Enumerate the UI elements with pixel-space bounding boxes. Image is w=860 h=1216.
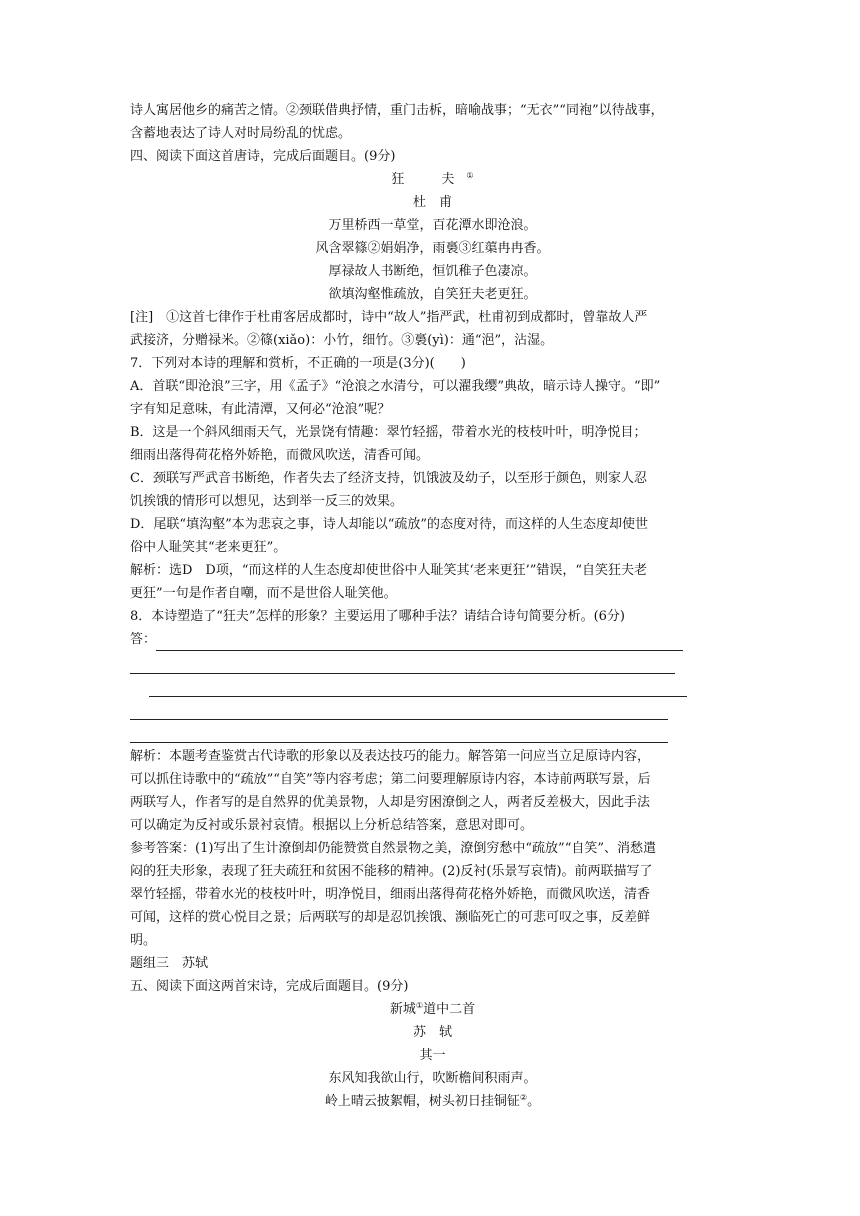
answer-row (130, 628, 735, 651)
q8-reference-2: 闷的狂夫形象，表现了狂夫疏狂和贫困不能移的精神。(2)反衬(乐景写哀情)。前两联描写了 (130, 864, 653, 879)
poem-line-4: 欲填沟壑惟疏放，自笑狂夫老更狂。 (328, 287, 537, 302)
poem-line-3: 厚禄故人书断绝，恒饥稚子色凄凉。 (328, 264, 537, 279)
poem-title (130, 168, 735, 191)
poem2-title (130, 998, 735, 1021)
poem2-subtitle: 其一 (419, 1048, 446, 1063)
answer-line-1[interactable] (156, 628, 683, 651)
q7-option-a-2: 字有知足意味，有此清潭，又何必“沧浪”呢？ (130, 402, 391, 417)
poem-line-1: 万里桥西一草堂，百花潭水即沧浪。 (328, 218, 537, 233)
answer-line-4[interactable] (130, 697, 668, 720)
poem2-line-2-footnote: ② (519, 1093, 528, 1102)
poem-line-2: 风含翠篠②娟娟净，雨裛③红蕖冉冉香。 (315, 241, 550, 256)
q7-option-b-1: B．这是一个斜风细雨天气，光景饶有情趣：翠竹轻摇，带着水光的枝枝叶叶，明净悦目； (130, 425, 647, 440)
poem2-line-2-text: 岭上晴云披絮帽，树头初日挂铜钲 (324, 1094, 520, 1109)
poem-note-2: 武接济，分赠禄米。②篠(xiǎo)：小竹，细竹。③裛(yì)：通“浥”，沾湿。 (130, 333, 554, 348)
q8-analysis-2: 可以抓住诗歌中的“疏放”“自笑”等内容考虑；第二问要理解原诗内容，本诗前两联写景，后 (130, 772, 651, 787)
poem2-title-b: 道中二首 (423, 1002, 476, 1017)
answer-line-3[interactable] (149, 674, 687, 697)
poem-note-1: [注] ①这首七律作于杜甫客居成都时，诗中“故人”指严武，杜甫初到成都时，曾靠故人严 (130, 310, 648, 325)
q7-option-c-1: C．颈联写严武音书断绝，作者失去了经济支持，饥饿波及幼子，以至形于颜色，则家人忍 (130, 471, 647, 486)
q8-analysis-1: 解析：本题考查鉴赏古代诗歌的形象以及表达技巧的能力。解答第一问应当立足原诗内容， (130, 749, 651, 764)
q8-reference-5: 明。 (130, 933, 157, 948)
q7-option-d-1: D．尾联“填沟壑”本为悲哀之事，诗人却能以“疏放”的态度对待，而这样的人生态度却使世 (130, 517, 649, 532)
intro-line-1: 诗人寓居他乡的痛苦之情。②颈联借典抒情，重门击柝，暗喻战事；“无衣”“同袍”以待战事， (130, 103, 664, 118)
poem2-line-2 (130, 1090, 735, 1113)
poem2-title-footnote: ① (415, 1001, 424, 1010)
q7-stem: 7．下列对本诗的理解和赏析，不正确的一项是(3分)( ) (130, 356, 466, 371)
poem2-title-a: 新城 (389, 1002, 416, 1017)
q7-option-b-2: 细雨出落得荷花格外娇艳，而微风吹送，清香可闻。 (130, 448, 430, 463)
q8-reference-4: 可闻，这样的赏心悦目之景；后两联写的却是忍饥挨饿、濒临死亡的可悲可叹之事，反差鲜 (130, 910, 651, 925)
q7-option-a-1: A．首联“即沧浪”三字，用《孟子》“沧浪之水清兮，可以濯我缨”典故，暗示诗人操守。“即” (130, 379, 661, 394)
q8-analysis-3: 两联写人，作者写的是自然界的优美景物，人却是穷困潦倒之人，两者反差极大，因此手法 (130, 795, 651, 810)
section5-heading: 五、阅读下面这两首宋诗，完成后面题目。(9分) (130, 979, 409, 994)
q8-stem: 8．本诗塑造了“狂夫”怎样的形象？主要运用了哪种手法？请结合诗句简要分析。(6分) (130, 609, 625, 624)
poem-title-footnote: ① (466, 171, 474, 180)
poem2-line-1: 东风知我欲山行，吹断檐间积雨声。 (328, 1071, 537, 1086)
q7-analysis-1: 解析：选D D项，“而这样的人生态度却使世俗中人耻笑其‘老来更狂’”错误，“自笑狂夫老 (130, 563, 648, 578)
answer-line-5[interactable] (130, 720, 668, 743)
document-page (130, 99, 735, 1113)
section4-heading: 四、阅读下面这首唐诗，完成后面题目。(9分) (130, 149, 396, 164)
poem-author: 杜 甫 (412, 195, 452, 210)
poem2-author: 苏 轼 (412, 1025, 452, 1040)
q8-reference-3: 翠竹轻摇，带着水光的枝枝叶叶，明净悦目，细雨出落得荷花格外娇艳，而微风吹送，清香 (130, 887, 651, 902)
answer-label: 答： (130, 632, 157, 647)
poem-title-text: 狂 夫 (391, 172, 467, 187)
q7-option-d-2: 俗中人耻笑其“老来更狂”。 (130, 540, 287, 555)
q7-option-c-2: 饥挨饿的情形可以想见，达到举一反三的效果。 (130, 494, 404, 509)
q8-reference-1: 参考答案：(1)写出了生计潦倒却仍能赞赏自然景物之美，潦倒穷愁中“疏放”“自笑”、消愁遣 (130, 841, 656, 856)
poem2-line-2-end: 。 (527, 1094, 541, 1109)
q7-analysis-2: 更狂”一句是作者自嘲，而不是世俗人耻笑他。 (130, 586, 397, 601)
group3-heading: 题组三 苏轼 (130, 956, 209, 971)
answer-line-2[interactable] (130, 651, 675, 674)
intro-line-2: 含蓄地表达了诗人对时局纷乱的忧虑。 (130, 126, 352, 141)
q8-analysis-4: 可以确定为反衬或乐景衬哀情。根据以上分析总结答案，意思对即可。 (130, 818, 534, 833)
